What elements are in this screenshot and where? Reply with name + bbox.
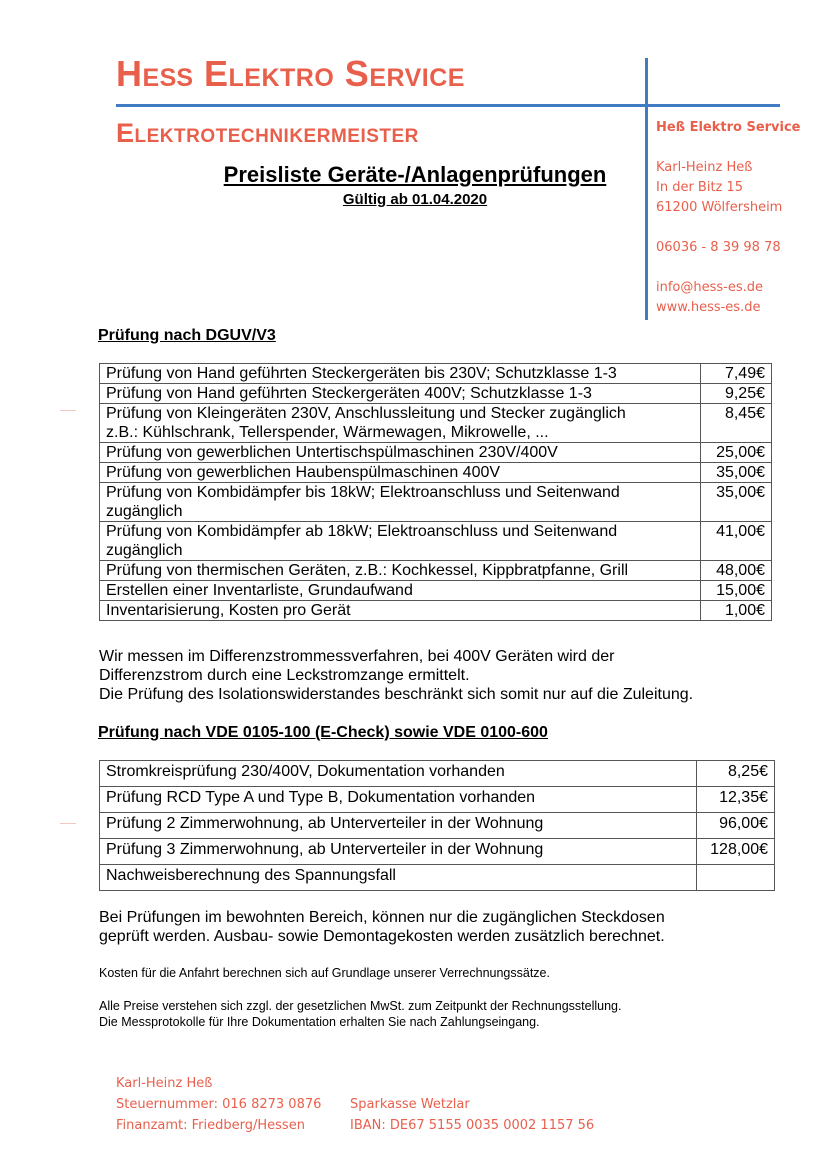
sidebar-phone: 06036 - 8 39 98 78 bbox=[656, 240, 781, 255]
footer-tax-number: Steuernummer: 016 8273 0876 bbox=[116, 1097, 322, 1112]
table-row bbox=[100, 761, 775, 787]
document-title: Preisliste Geräte-/Anlagenprüfungen bbox=[223, 162, 607, 187]
row-description-cell bbox=[100, 404, 701, 443]
row-description: Erstellen einer Inventarliste, Grundaufwand bbox=[100, 581, 701, 601]
table-row bbox=[100, 483, 772, 522]
table-row bbox=[100, 364, 772, 384]
document-valid-from: Gültig ab 01.04.2020 bbox=[342, 191, 488, 208]
footer-bank: Sparkasse Wetzlar bbox=[350, 1097, 470, 1112]
row-price: 9,25€ bbox=[701, 384, 772, 404]
row-price: 12,35€ bbox=[697, 787, 775, 813]
row-description: Prüfung von Kombidämpfer ab 18kW; Elektroanschluss und Seitenwand bbox=[106, 523, 618, 540]
row-price: 1,00€ bbox=[701, 601, 772, 621]
table-row bbox=[100, 404, 772, 443]
footer-iban: IBAN: DE67 5155 0035 0002 1157 56 bbox=[350, 1118, 595, 1133]
row-price: 41,00€ bbox=[701, 522, 772, 561]
row-description-line2: zugänglich bbox=[106, 542, 183, 559]
vat-note: Alle Preise verstehen sich zzgl. der gesetzlichen MwSt. zum Zeitpunkt der Rechnungsstellung. bbox=[99, 999, 622, 1013]
terms-note bbox=[99, 998, 621, 1030]
row-price: 8,45€ bbox=[701, 404, 772, 443]
paragraph-line: Differenzstrom durch eine Leckstromzange ermittelt. bbox=[99, 667, 470, 684]
section2-title: Prüfung nach VDE 0105-100 (E-Check) sowie VDE 0100-600 bbox=[98, 724, 548, 741]
sidebar-rule bbox=[645, 58, 648, 320]
sidebar-name: Karl-Heinz Heß bbox=[656, 160, 753, 175]
table-row bbox=[100, 384, 772, 404]
row-price: 35,00€ bbox=[701, 483, 772, 522]
footer-name: Karl-Heinz Heß bbox=[116, 1076, 213, 1091]
table-row bbox=[100, 787, 775, 813]
row-price: 7,49€ bbox=[701, 364, 772, 384]
header-rule bbox=[116, 104, 780, 107]
protocol-note: Die Messprotokolle für Ihre Dokumentation erhalten Sie nach Zahlungseingang. bbox=[99, 1015, 540, 1029]
travel-cost-note: Kosten für die Anfahrt berechnen sich auf Grundlage unserer Verrechnungssätze. bbox=[99, 966, 550, 980]
row-price: 128,00€ bbox=[697, 839, 775, 865]
dguv-price-table bbox=[99, 363, 772, 621]
row-description-cell bbox=[100, 483, 701, 522]
vde-price-table bbox=[99, 760, 775, 891]
section1-paragraph bbox=[99, 647, 739, 704]
row-price bbox=[697, 865, 775, 891]
fold-mark bbox=[60, 410, 76, 411]
row-description-line2: z.B.: Kühlschrank, Tellerspender, Wärmewagen, Mikrowelle, ... bbox=[106, 424, 549, 441]
row-price: 8,25€ bbox=[697, 761, 775, 787]
row-description: Prüfung von gewerblichen Haubenspülmaschinen 400V bbox=[100, 463, 701, 483]
row-description: Prüfung 3 Zimmerwohnung, ab Unterverteiler in der Wohnung bbox=[100, 839, 697, 865]
row-description-cell bbox=[100, 522, 701, 561]
row-description: Prüfung von thermischen Geräten, z.B.: Kochkessel, Kippbratpfanne, Grill bbox=[100, 561, 701, 581]
footer-right bbox=[350, 1094, 594, 1136]
section1-title: Prüfung nach DGUV/V3 bbox=[98, 327, 276, 344]
table-row bbox=[100, 865, 775, 891]
paragraph-line: geprüft werden. Ausbau- sowie Demontagekosten werden zusätzlich berechnet. bbox=[99, 928, 665, 945]
paragraph-line: Wir messen im Differenzstrommessverfahren, bei 400V Geräten wird der bbox=[99, 648, 615, 665]
sidebar-website[interactable]: www.hess-es.de bbox=[656, 300, 761, 315]
row-description-line2: zugänglich bbox=[106, 503, 183, 520]
footer-left bbox=[116, 1073, 321, 1136]
row-description: Nachweisberechnung des Spannungsfall bbox=[100, 865, 697, 891]
table-row bbox=[100, 561, 772, 581]
row-description: Prüfung von Kombidämpfer bis 18kW; Elektroanschluss und Seitenwand bbox=[106, 484, 620, 501]
fold-mark bbox=[60, 823, 76, 824]
row-price: 25,00€ bbox=[701, 443, 772, 463]
table-row bbox=[100, 601, 772, 621]
row-price: 15,00€ bbox=[701, 581, 772, 601]
table-row bbox=[100, 813, 775, 839]
row-description: Prüfung von Kleingeräten 230V, Anschlussleitung und Stecker zugänglich bbox=[106, 405, 626, 422]
row-description: Prüfung 2 Zimmerwohnung, ab Unterverteiler in der Wohnung bbox=[100, 813, 697, 839]
row-description: Prüfung von Hand geführten Steckergeräten bis 230V; Schutzklasse 1-3 bbox=[100, 364, 701, 384]
brand-subtitle: Elektrotechnikermeister bbox=[116, 118, 419, 148]
paragraph-line: Die Prüfung des Isolationswiderstandes beschränkt sich somit nur auf die Zuleitung. bbox=[99, 686, 694, 703]
brand-title: Heß Elektro Service bbox=[116, 53, 465, 94]
row-description: Prüfung RCD Type A und Type B, Dokumentation vorhanden bbox=[100, 787, 697, 813]
paragraph-line: Bei Prüfungen im bewohnten Bereich, können nur die zugänglichen Steckdosen bbox=[99, 909, 665, 926]
row-description: Inventarisierung, Kosten pro Gerät bbox=[100, 601, 701, 621]
row-price: 96,00€ bbox=[697, 813, 775, 839]
sidebar-email[interactable]: info@hess-es.de bbox=[656, 280, 764, 295]
table-row bbox=[100, 463, 772, 483]
table-row bbox=[100, 839, 775, 865]
row-price: 35,00€ bbox=[701, 463, 772, 483]
row-description: Stromkreisprüfung 230/400V, Dokumentation vorhanden bbox=[100, 761, 697, 787]
sidebar-company: Heß Elektro Service bbox=[656, 120, 801, 135]
table-row bbox=[100, 581, 772, 601]
sidebar-city: 61200 Wölfersheim bbox=[656, 200, 783, 215]
sidebar-street: In der Bitz 15 bbox=[656, 180, 744, 195]
footer-tax-office: Finanzamt: Friedberg/Hessen bbox=[116, 1118, 305, 1133]
table-row bbox=[100, 443, 772, 463]
row-description: Prüfung von gewerblichen Untertischspülmaschinen 230V/400V bbox=[100, 443, 701, 463]
table-row bbox=[100, 522, 772, 561]
row-description: Prüfung von Hand geführten Steckergeräten 400V; Schutzklasse 1-3 bbox=[100, 384, 701, 404]
row-price: 48,00€ bbox=[701, 561, 772, 581]
section2-paragraph bbox=[99, 908, 749, 946]
